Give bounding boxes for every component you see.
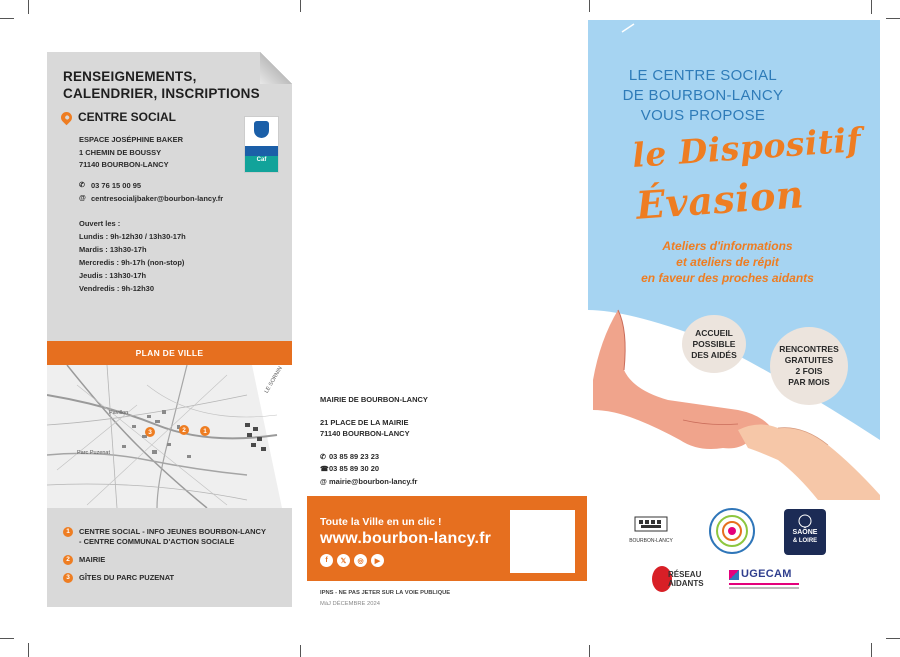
mairie-fax[interactable]: 03 85 89 30 20 bbox=[329, 464, 380, 473]
plan-de-ville-header: PLAN DE VILLE bbox=[47, 341, 292, 365]
city-map bbox=[47, 365, 292, 508]
fold-mark bbox=[300, 645, 301, 657]
fold-mark bbox=[589, 0, 590, 12]
crop-mark bbox=[0, 638, 14, 639]
map-streets bbox=[47, 365, 292, 508]
crop-mark bbox=[28, 643, 29, 657]
caf-logo: Caf bbox=[244, 116, 279, 173]
title-evasion: Évasion bbox=[634, 171, 806, 228]
map-label-river: LE SORNIN bbox=[263, 365, 284, 395]
update-date: MàJ DÉCEMBRE 2024 bbox=[320, 601, 380, 607]
crop-mark bbox=[871, 643, 872, 657]
bubble-accueil: ACCUEIL POSSIBLE DES AIDÉS bbox=[682, 315, 746, 373]
centre-contact bbox=[79, 180, 223, 205]
phone-icon: ✆ bbox=[320, 453, 326, 461]
map-label-parc: Parc Puzenat bbox=[77, 450, 111, 456]
centre-email[interactable]: centresocialjbaker@bourbon-lancy.fr bbox=[91, 193, 224, 203]
logo-reseau-aidants: RÉSEAU AIDANTS bbox=[652, 566, 714, 596]
legend-item: 1 CENTRE SOCIAL - INFO JEUNES BOURBON-LANCY - CENTRE COMMUNAL D'ACTION SOCIALE bbox=[63, 527, 266, 547]
fold-mark bbox=[589, 645, 590, 657]
logo-ugecam: UGECAM bbox=[729, 568, 801, 594]
mairie-info: MAIRIE DE BOURBON-LANCY 21 PLACE DE LA MAIRIE 71140 BOURBON-LANCY ✆ 03 85 89 23 23 ☎03 85 89 30 20 @ mairie@bourbon-lancy.fr bbox=[320, 394, 428, 488]
mairie-email[interactable]: mairie@bourbon-lancy.fr bbox=[329, 476, 418, 486]
centre-phone[interactable]: 03 76 15 00 95 bbox=[91, 181, 142, 190]
location-pin-icon bbox=[59, 109, 75, 125]
subtitle: Ateliers d'informations et ateliers de répit en faveur des proches aidants bbox=[641, 239, 814, 285]
page-corner-fold bbox=[260, 52, 292, 84]
logo-centre-social-circle bbox=[709, 508, 755, 554]
map-label-pavillon: Pavillon bbox=[109, 410, 129, 416]
logo-saone-et-loire: SAÔNE & LOIRE bbox=[784, 509, 826, 555]
ipns-notice: IPNS - NE PAS JETER SUR LA VOIE PUBLIQUE MàJ DÉCEMBRE 2024 bbox=[320, 588, 450, 610]
opening-hours: Ouvert les : Lundis : 9h-12h30 / 13h30-17h Mardis : 13h30-17h Mercredis : 9h-17h (non-stop) Jeudis : 13h30-17h Vendredis : 9h-12h30 bbox=[79, 219, 186, 293]
crop-mark bbox=[871, 0, 872, 14]
centre-social-heading: CENTRE SOCIAL bbox=[61, 110, 176, 124]
social-links bbox=[320, 554, 384, 567]
bubble-rencontres: RENCONTRES GRATUITES 2 FOIS PAR MOIS bbox=[770, 327, 848, 405]
facebook-icon[interactable]: f bbox=[320, 554, 333, 567]
map-marker-2[interactable]: 2 bbox=[179, 425, 189, 435]
info-panel bbox=[47, 52, 292, 607]
fold-mark bbox=[300, 0, 301, 12]
info-title: RENSEIGNEMENTS, CALENDRIER, INSCRIPTIONS bbox=[63, 69, 260, 101]
mairie-phone[interactable]: 03 85 89 23 23 bbox=[329, 451, 380, 461]
crop-mark bbox=[0, 18, 14, 19]
republic-seal-icon bbox=[254, 121, 269, 138]
bourbon-lancy-emblem-icon bbox=[631, 513, 671, 535]
x-icon[interactable]: 𝕏 bbox=[337, 554, 350, 567]
crop-mark bbox=[886, 638, 900, 639]
crop-mark bbox=[886, 18, 900, 19]
centre-address: ESPACE JOSÉPHINE BAKER 1 CHEMIN DE BOUSSY 71140 BOURBON-LANCY bbox=[79, 135, 184, 169]
mairie-title: MAIRIE DE BOURBON-LANCY bbox=[320, 395, 428, 404]
centre-social-emblem-icon bbox=[711, 510, 753, 552]
phone-icon: ✆ bbox=[79, 182, 85, 189]
website-link[interactable]: www.bourbon-lancy.fr bbox=[320, 530, 492, 547]
crop-mark bbox=[28, 0, 29, 14]
map-marker-1[interactable]: 1 bbox=[200, 426, 210, 436]
fax-icon: ☎ bbox=[320, 466, 329, 473]
website-banner: Toute la Ville en un clic ! www.bourbon-lancy.fr f 𝕏 ◎ ▶ bbox=[307, 496, 587, 581]
title-dispositif: le Dispositif bbox=[630, 120, 863, 175]
map-legend bbox=[63, 527, 266, 591]
legend-item: 3 GÎTES DU PARC PUZENAT bbox=[63, 573, 266, 583]
department-emblem-icon bbox=[797, 513, 813, 529]
intro-text: LE CENTRE SOCIAL DE BOURBON-LANCY VOUS PROPOSE bbox=[622, 67, 784, 124]
at-icon: @ bbox=[79, 194, 86, 202]
map-marker-3[interactable]: 3 bbox=[145, 427, 155, 437]
logo-bourbon-lancy: BOURBON-LANCY bbox=[626, 513, 676, 553]
instagram-icon[interactable]: ◎ bbox=[354, 554, 367, 567]
qr-code-placeholder[interactable] bbox=[510, 510, 575, 573]
legend-item: 2 MAIRIE bbox=[63, 555, 266, 565]
at-icon: @ bbox=[320, 478, 327, 486]
ugecam-emblem-icon bbox=[729, 570, 739, 580]
youtube-icon[interactable]: ▶ bbox=[371, 554, 384, 567]
